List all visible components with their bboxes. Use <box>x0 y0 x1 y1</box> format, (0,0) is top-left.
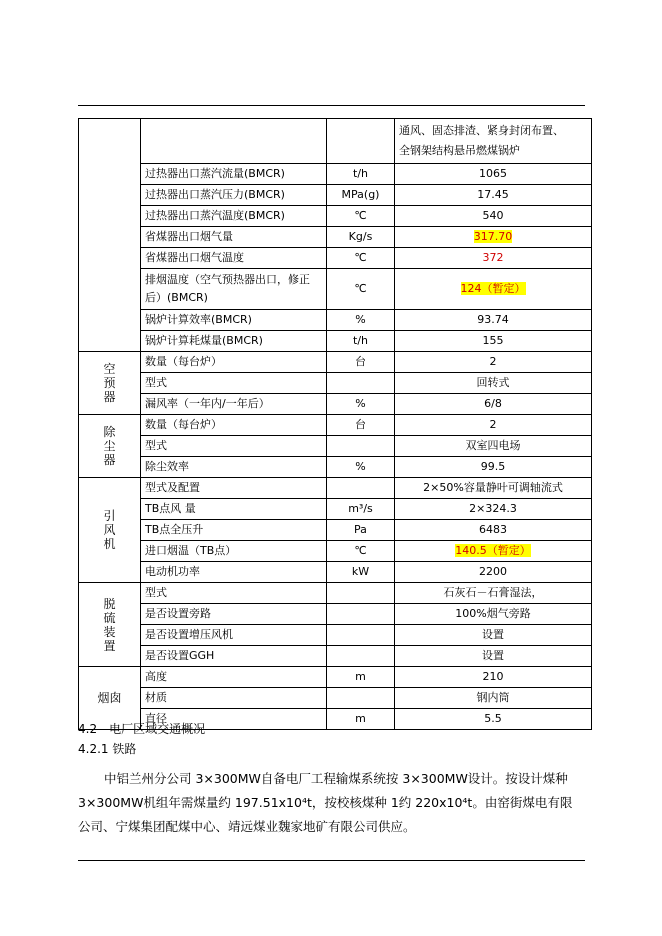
table-row <box>79 520 592 541</box>
unit-cell: Pa <box>327 520 395 541</box>
item-cell: TB点全压升 <box>141 520 327 541</box>
item-cell: 除尘效率 <box>141 457 327 478</box>
unit-cell: % <box>327 394 395 415</box>
group-label-char: 器 <box>103 453 116 467</box>
value-cell <box>395 499 592 520</box>
item-cell: 过热器出口蒸汽流量(BMCR) <box>141 164 327 185</box>
table-row <box>79 352 592 373</box>
table-row <box>79 331 592 352</box>
item-cell: 型式 <box>141 436 327 457</box>
unit-cell: 台 <box>327 415 395 436</box>
unit-cell <box>327 646 395 667</box>
value-cell <box>395 478 592 499</box>
table-row <box>79 269 592 310</box>
group-label-char: 尘 <box>103 439 116 453</box>
item-cell: 数量（每台炉） <box>141 352 327 373</box>
group-label-char: 空 <box>103 362 116 376</box>
group-label <box>79 352 141 415</box>
value-text: 1065 <box>479 167 507 180</box>
unit-cell <box>327 604 395 625</box>
unit-cell: kW <box>327 562 395 583</box>
table-row <box>79 541 592 562</box>
table-row <box>79 478 592 499</box>
item-cell: 直径 <box>141 709 327 730</box>
value-text: 155 <box>482 334 504 347</box>
item-cell <box>141 119 327 164</box>
item-cell: 是否设置GGH <box>141 646 327 667</box>
value-cell <box>395 562 592 583</box>
heading-4-2: 4.2 电厂区域交通概况 <box>78 722 206 736</box>
unit-cell: 台 <box>327 352 395 373</box>
item-cell: 漏风率（一年内/一年后） <box>141 394 327 415</box>
value-text: 设置 <box>482 649 504 662</box>
value-cell <box>395 625 592 646</box>
value-text: 124（暂定） <box>460 282 526 295</box>
table-row <box>79 415 592 436</box>
table-row <box>79 248 592 269</box>
unit-cell: m³/s <box>327 499 395 520</box>
value-text: 210 <box>482 670 504 683</box>
unit-cell: ℃ <box>327 206 395 227</box>
unit-cell <box>327 583 395 604</box>
unit-cell: t/h <box>327 164 395 185</box>
unit-cell <box>327 478 395 499</box>
item-cell: 高度 <box>141 667 327 688</box>
item-cell: 过热器出口蒸汽温度(BMCR) <box>141 206 327 227</box>
value-text: 2 <box>489 355 497 368</box>
group-label-char: 机 <box>103 537 116 551</box>
table-row <box>79 604 592 625</box>
value-cell <box>395 541 592 562</box>
table-row <box>79 206 592 227</box>
value-cell <box>395 667 592 688</box>
paragraph-line: 3×300MW机组年需煤量约 197.51x10⁴t，按校核煤种 1约 220x10⁴t。由窑街煤电有限 <box>78 795 573 810</box>
value-cell <box>395 604 592 625</box>
group-label-char: 除 <box>103 425 116 439</box>
value-text: 372 <box>482 251 504 264</box>
group-label-boiler <box>79 119 141 352</box>
value-text: 双室四电场 <box>465 439 521 452</box>
value-cell <box>395 457 592 478</box>
table-row <box>79 625 592 646</box>
table-row <box>79 119 592 164</box>
value-text: 2 <box>489 418 497 431</box>
value-text: 99.5 <box>480 460 506 473</box>
group-label-char: 预 <box>103 376 116 390</box>
value-text: 2200 <box>479 565 507 578</box>
unit-cell: m <box>327 667 395 688</box>
item-cell: 型式 <box>141 373 327 394</box>
value-text: 钢内筒 <box>476 691 510 704</box>
value-cell <box>395 709 592 730</box>
table-row <box>79 667 592 688</box>
item-cell: 进口烟温（TB点） <box>141 541 327 562</box>
item-cell: 锅炉计算效率(BMCR) <box>141 310 327 331</box>
value-cell <box>395 583 592 604</box>
unit-cell: t/h <box>327 331 395 352</box>
item-cell: 型式及配置 <box>141 478 327 499</box>
item-cell: TB点风 量 <box>141 499 327 520</box>
value-text: 5.5 <box>484 712 502 725</box>
value-cell <box>395 185 592 206</box>
group-label-char: 烟囱 <box>97 691 122 705</box>
value-cell <box>395 688 592 709</box>
table-row <box>79 227 592 248</box>
group-label-char: 引 <box>103 509 116 523</box>
group-label <box>79 415 141 478</box>
unit-cell <box>327 625 395 646</box>
value-text: 6/8 <box>484 397 502 410</box>
value-text: 回转式 <box>476 376 510 389</box>
value-cell <box>395 310 592 331</box>
note-line: 通风、固态排渣、紧身封闭布置、 <box>399 124 564 137</box>
header-rule <box>78 105 585 106</box>
group-label-char: 器 <box>103 390 116 404</box>
value-text: 540 <box>482 209 504 222</box>
item-cell: 是否设置旁路 <box>141 604 327 625</box>
note-line: 全钢架结构悬吊燃煤锅炉 <box>399 144 520 157</box>
value-text: 石灰石－石膏湿法， <box>443 586 543 599</box>
unit-cell <box>327 373 395 394</box>
group-label-char: 风 <box>103 523 116 537</box>
footer-rule <box>78 860 585 861</box>
table-row <box>79 164 592 185</box>
item-cell: 电动机功率 <box>141 562 327 583</box>
item-cell: 数量（每台炉） <box>141 415 327 436</box>
item-cell: 省煤器出口烟气量 <box>141 227 327 248</box>
value-cell <box>395 646 592 667</box>
unit-cell: Kg/s <box>327 227 395 248</box>
item-cell: 是否设置增压风机 <box>141 625 327 646</box>
value-cell <box>395 373 592 394</box>
table-row <box>79 688 592 709</box>
unit-cell <box>327 688 395 709</box>
unit-cell: ℃ <box>327 541 395 562</box>
boiler-type-note <box>395 119 592 164</box>
unit-cell: % <box>327 457 395 478</box>
unit-cell: MPa(g) <box>327 185 395 206</box>
value-text: 设置 <box>482 628 504 641</box>
unit-cell: m <box>327 709 395 730</box>
unit-cell: % <box>327 310 395 331</box>
value-cell <box>395 436 592 457</box>
unit-cell: ℃ <box>327 269 395 310</box>
table-row <box>79 562 592 583</box>
value-cell <box>395 394 592 415</box>
unit-cell <box>327 119 395 164</box>
unit-cell <box>327 436 395 457</box>
item-cell: 锅炉计算耗煤量(BMCR) <box>141 331 327 352</box>
value-text: 17.45 <box>477 188 509 201</box>
table-row <box>79 310 592 331</box>
value-text: 100%烟气旁路 <box>455 607 531 620</box>
value-cell <box>395 352 592 373</box>
item-cell: 过热器出口蒸汽压力(BMCR) <box>141 185 327 206</box>
value-text: 317.70 <box>473 230 513 243</box>
railway-paragraph <box>78 767 590 839</box>
heading-4-2-1: 4.2.1 铁路 <box>78 742 137 756</box>
group-label <box>79 583 141 667</box>
table-row <box>79 583 592 604</box>
group-label-char: 脱 <box>103 596 116 611</box>
value-cell <box>395 415 592 436</box>
item-cell: 省煤器出口烟气温度 <box>141 248 327 269</box>
value-text: 6483 <box>479 523 507 536</box>
item-cell: 材质 <box>141 688 327 709</box>
value-text: 2×50%容量静叶可调轴流式 <box>423 481 563 494</box>
value-text: 93.74 <box>477 313 509 326</box>
table-row <box>79 373 592 394</box>
group-label-char: 装 <box>103 624 116 639</box>
unit-cell: ℃ <box>327 248 395 269</box>
table-row <box>79 185 592 206</box>
value-cell <box>395 331 592 352</box>
value-cell <box>395 206 592 227</box>
boiler-spec-table <box>78 118 592 730</box>
item-cell: 排烟温度（空气预热器出口，修正后）(BMCR) <box>141 269 327 310</box>
table-row <box>79 499 592 520</box>
value-cell <box>395 248 592 269</box>
group-label-char: 置 <box>103 638 116 653</box>
table-row <box>79 457 592 478</box>
value-cell <box>395 520 592 541</box>
paragraph-line: 公司、宁煤集团配煤中心、靖远煤业魏家地矿有限公司供应。 <box>78 819 416 834</box>
paragraph-line: 中铝兰州分公司 3×300MW自备电厂工程输煤系统按 3×300MW设计。按设计煤种 <box>104 771 568 786</box>
table-row <box>79 394 592 415</box>
group-label-char: 硫 <box>103 610 116 625</box>
table-row <box>79 646 592 667</box>
value-cell <box>395 269 592 310</box>
value-text: 2×324.3 <box>469 502 517 515</box>
item-cell: 型式 <box>141 583 327 604</box>
group-label <box>79 478 141 583</box>
table-row <box>79 436 592 457</box>
value-text: 140.5（暂定） <box>455 544 531 557</box>
value-cell <box>395 227 592 248</box>
value-cell <box>395 164 592 185</box>
